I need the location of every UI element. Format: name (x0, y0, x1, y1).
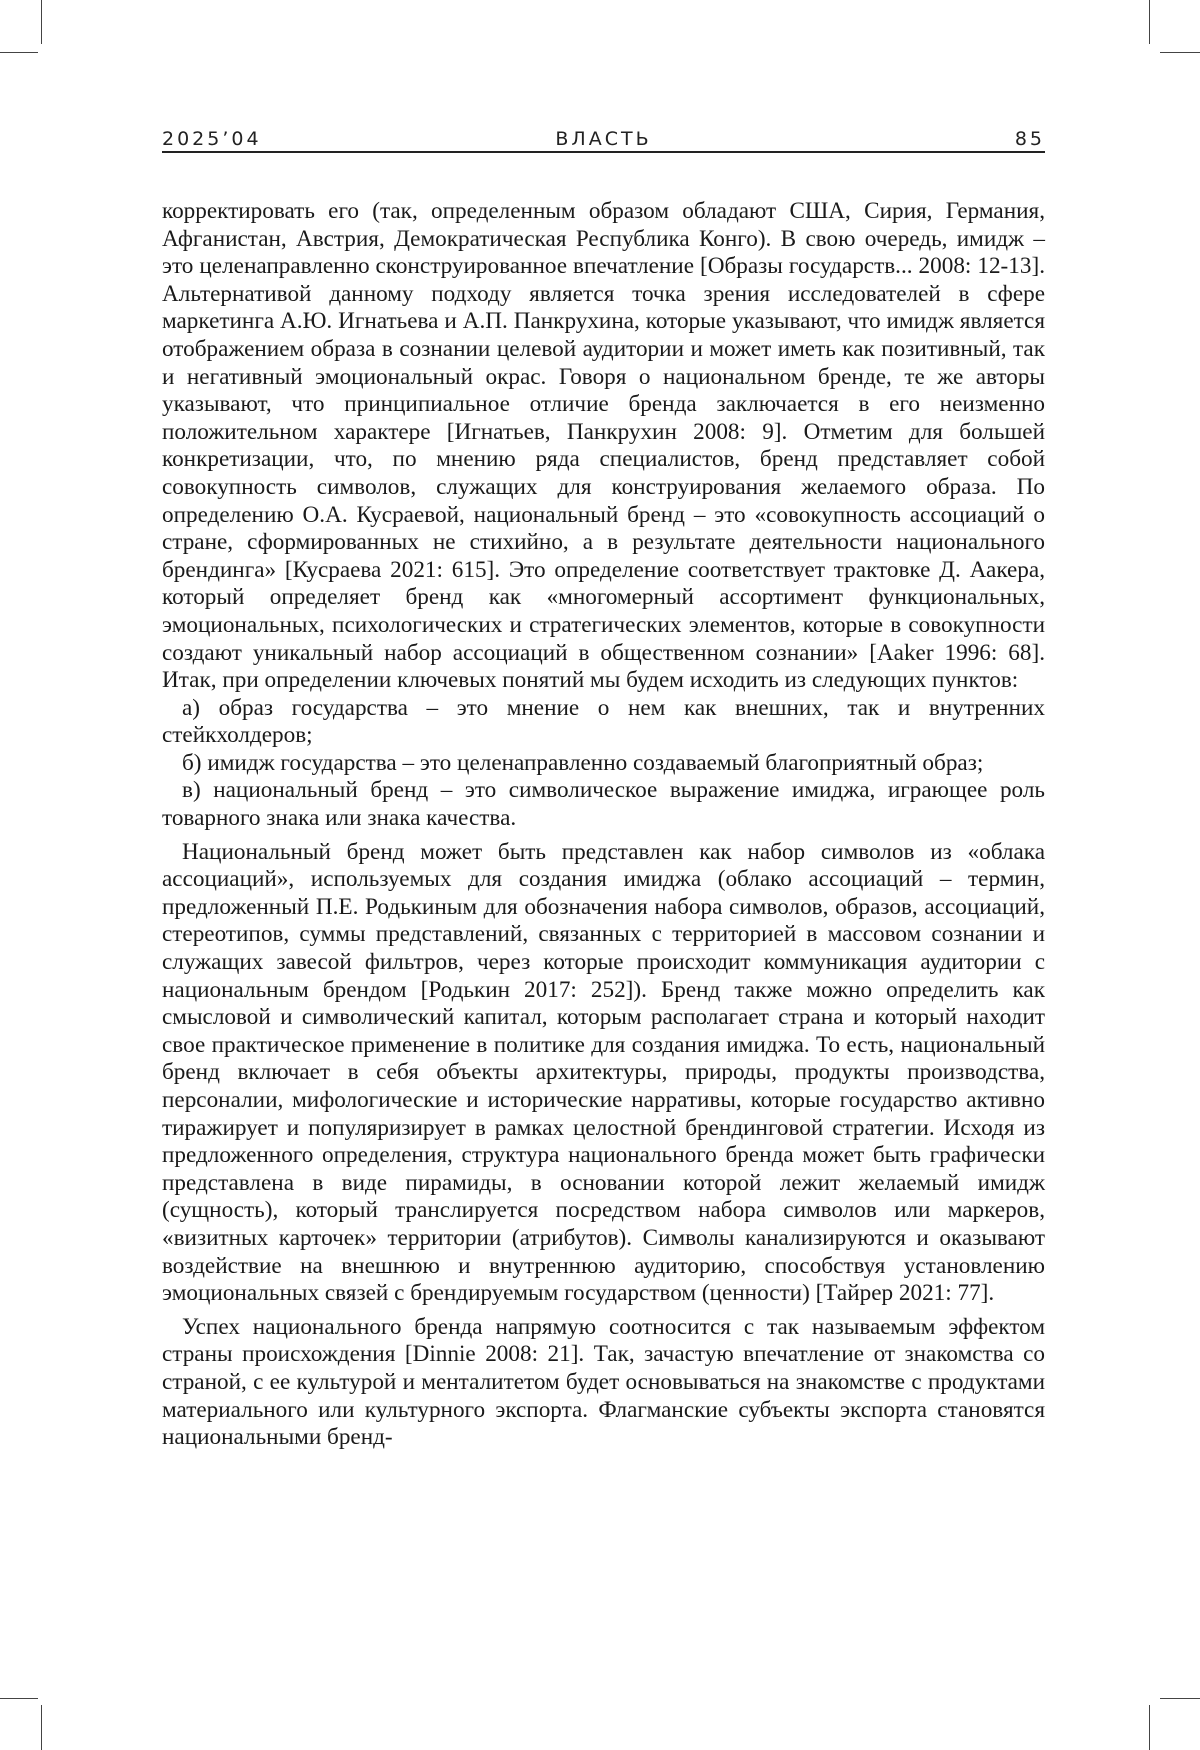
paragraph-2: Национальный бренд может быть представлен как набор символов из «облака ассоциаций», используемых для создания имиджа (облако ассоциаций – термин, предложенный П.Е. Родькиным для обозначения набора символов, образов, ассоциаций, стереотипов, суммы представлений, связанных с территорией в массовом сознании и служащих завесой фильтров, через которые происходит коммуникация аудитории с национальным брендом [Родькин 2017: 252]). Бренд также можно определить как смысловой и символический капитал, которым располагает страна и который находит свое практическое применение в политике для создания имиджа. То есть, национальный бренд включает в себя объекты архитектуры, природы, продукты производства, персоналии, мифологические и исторические нарративы, которые государство активно тиражирует и популяризирует в рамках целостной брендинговой стратегии. Исходя из предложенного определения, структура национального бренда может быть графически представлена в виде пирамиды, в основании которой лежит желаемый имидж (сущность), который транслируется посредством набора символов или маркеров, «визитных карточек» территории (атрибутов). Символы канализируются и оказывают воздействие на внешнюю и внутреннюю аудиторию, способствуя установлению эмоциональных связей с брендируемым государством (ценности) [Тайрер 2021: 77]. (162, 838, 1045, 1307)
crop-mark-bottom-right-vertical (1149, 1705, 1150, 1750)
crop-mark-top-left-vertical (41, 0, 42, 44)
article-body (162, 198, 1045, 1452)
crop-mark-bottom-left-vertical (41, 1705, 42, 1750)
journal-title: ВЛАСТЬ (555, 128, 652, 150)
paragraph-1: корректировать его (так, определенным образом обладают США, Сирия, Германия, Афганистан, Австрия, Демократическая Республика Конго). В свою очередь, имидж – это целенаправленно сконструированное впечатление [Образы государств... 2008: 12-13]. Альтернативой данному подходу является точка зрения исследователей в сфере маркетинга А.Ю. Игнатьева и А.П. Панкрухина, которые указывают, что имидж является отображением образа в сознании целевой аудитории и может иметь как позитивный, так и негативный эмоциональный окрас. Говоря о национальном бренде, те же авторы указывают, что принципиальное отличие бренда заключается в его неизменно положительном характере [Игнатьев, Панкрухин 2008: 9]. Отметим для большей конкретизации, что, по мнению ряда специалистов, бренд представляет собой совокупность символов, служащих для конструирования желаемого образа. По определению О.А. Кусраевой, национальный бренд – это «совокупность ассоциаций о стране, сформированных не стихийно, а в результате деятельности национального брендинга» [Кусраева 2021: 615]. Это определение соответствует трактовке Д. Аакера, который определяет бренд как «многомерный ассортимент функциональных, эмоциональных, психологических и стратегических элементов, которые в совокупности создают уникальный набор ассоциаций в общественном сознании» [Aaker 1996: 68]. Итак, при определении ключевых понятий мы будем исходить из следующих пунктов: (162, 198, 1045, 694)
crop-mark-bottom-left-horizontal (0, 1698, 38, 1699)
paragraph-3: Успех национального бренда напрямую соотносится с так называемым эффектом страны происхождения [Dinnie 2008: 21]. Так, зачастую впечатление от знакомства со страной, с ее культурой и менталитетом будет основываться на знакомстве с продуктами материального или культурного экспорта. Флагманские субъекты экспорта становятся национальными бренд- (162, 1313, 1045, 1451)
crop-mark-top-left-horizontal (0, 52, 38, 53)
list-item-a: а) образ государства – это мнение о нем как внешних, так и внутренних стейкхолдеров; (162, 694, 1045, 749)
list-item-b: б) имидж государства – это целенаправленно создаваемый благоприятный образ; (182, 749, 984, 776)
running-header (162, 124, 1045, 154)
page-number: 85 (1014, 128, 1045, 150)
list-item-c: в) национальный бренд – это символическое выражение имиджа, играющее роль товарного знака или знака качества. (162, 777, 1045, 832)
crop-mark-bottom-right-horizontal (1160, 1698, 1200, 1699)
issue-label: 2025’04 (162, 128, 262, 150)
crop-mark-top-right-vertical (1149, 0, 1150, 44)
header-rule (162, 151, 1045, 153)
crop-mark-top-right-horizontal (1160, 52, 1200, 53)
